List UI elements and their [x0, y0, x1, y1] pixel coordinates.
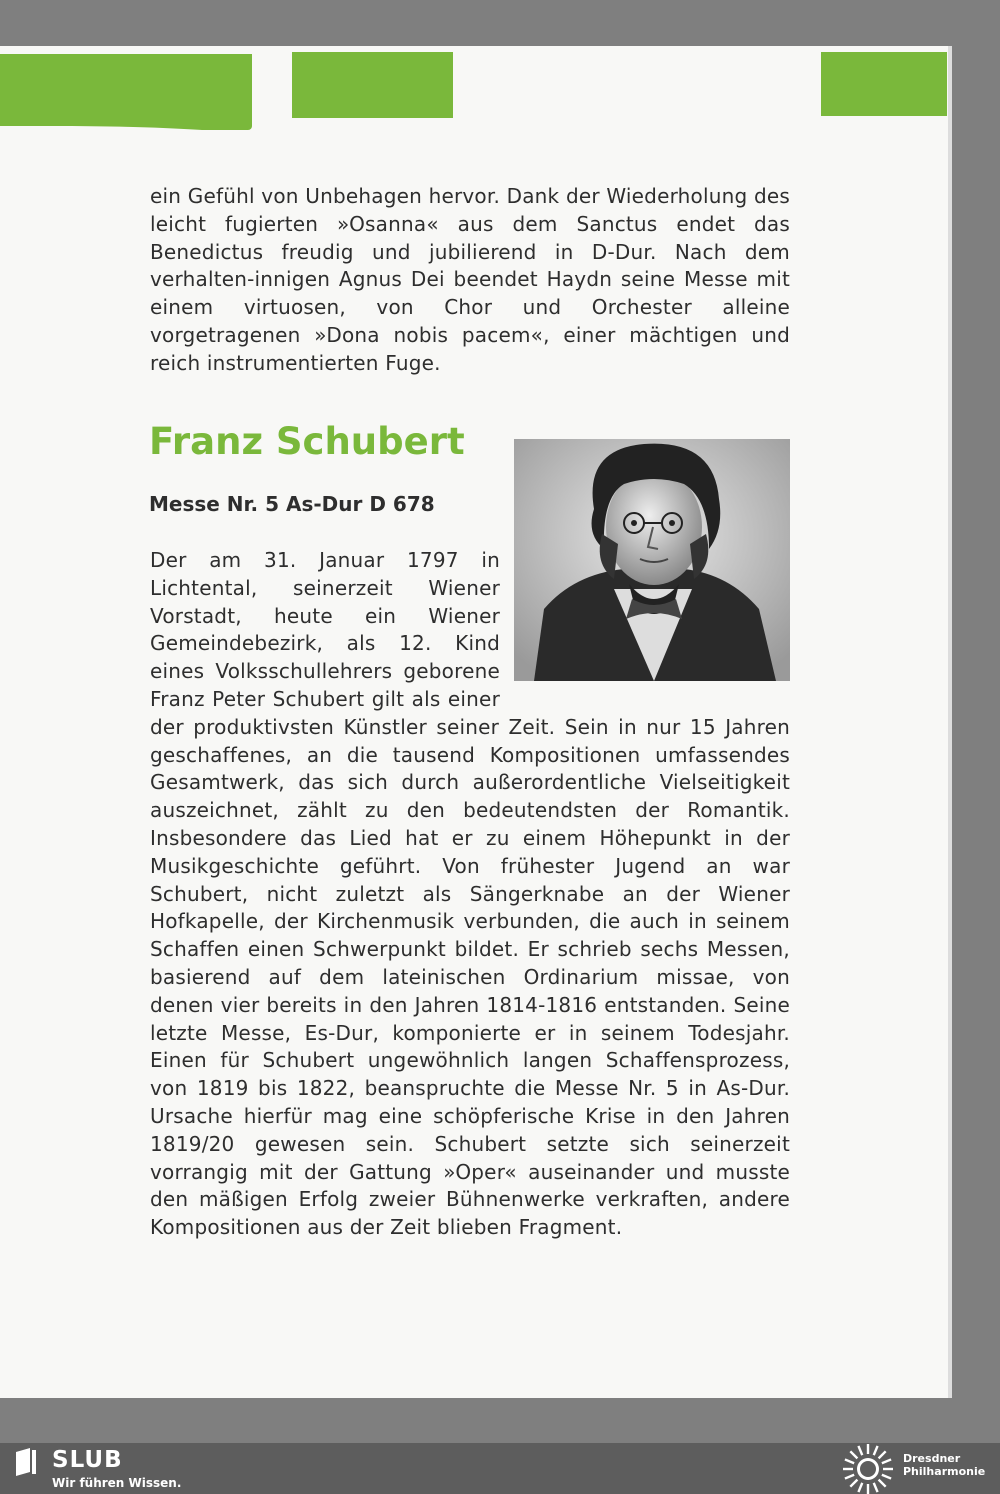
green-tab-right	[821, 52, 947, 116]
schubert-portrait	[514, 439, 790, 681]
green-tab-left	[0, 54, 252, 130]
intro-paragraph: ein Gefühl von Unbehagen hervor. Dank der Wiederholung des leicht fugierten »Osanna« aus dem Sanctus endet das Benedictus freudig und jubilierend in D-Dur. Nach dem verhalten-innigen Agnus Dei beendet Haydn seine Messe mit einem virtuosen, von Chor und Orchester alleine vorgetragenen »Dona nobis pacem«, einer mächtigen und reich instrumentierten Fuge.	[150, 184, 790, 375]
slub-book-icon	[14, 1448, 38, 1476]
partner-name-line2: Philharmonie	[903, 1465, 986, 1478]
green-tab-middle	[292, 52, 453, 118]
section-heading: Franz Schubert	[149, 420, 465, 463]
body-paragraph	[150, 547, 790, 1242]
library-name: SLUB	[52, 1447, 123, 1473]
partner-name-line1: Dresdner	[903, 1452, 961, 1465]
section-subheading: Messe Nr. 5 As-Dur D 678	[149, 492, 435, 516]
library-tagline: Wir führen Wissen.	[52, 1476, 182, 1490]
body-text: Der am 31. Januar 1797 in Lichtental, seinerzeit Wiener Vorstadt, heute ein Wiener Gemeindebezirk, als 12. Kind eines Volksschullehrers geborene Franz Peter Schubert gilt als einer der produktivsten Künstler seiner Zeit. Sein in nur 15 Jahren geschaffenes, an die tausend Kompositionen umfassendes Gesamtwerk, das sich durch außerordentliche Vielseitigkeit auszeichnet, zählt zu den bedeutendsten der Romantik. Insbesondere das Lied hat er zu einem Höhepunkt in der Musikgeschichte geführt. Von frühester Jugend an war Schubert, nicht zuletzt als Sängerknabe an der Wiener Hofkapelle, der Kirchenmusik verbunden, die auch in seinem Schaffen einen Schwerpunkt bildet. Er schrieb sechs Messen, basierend auf dem lateinischen Ordinarium missae, von denen vier bereits in den Jahren 1814-1816 entstanden. Seine letzte Messe, Es-Dur, komponierte er in seinem Todesjahr. Einen für Schubert ungewöhnlich langen Schaffensprozess, von 1819 bis 1822, beanspruchte die Messe Nr. 5 in As-Dur. Ursache hierfür mag eine schöpferische Krise in den Jahren 1819/20 gewesen sein. Schubert setzte sich seinerzeit vorrangig mit der Gattung »Oper« auseinander und musste den mäßigen Erfolg zweier Bühnenwerke verkraften, andere Kompositionen aus der Zeit blieben Fragment.	[150, 548, 790, 1240]
partner-name	[903, 1452, 985, 1478]
philharmonie-sunburst-icon	[842, 1443, 894, 1494]
footer-bar	[0, 1443, 1000, 1494]
page-edge	[948, 46, 952, 1398]
